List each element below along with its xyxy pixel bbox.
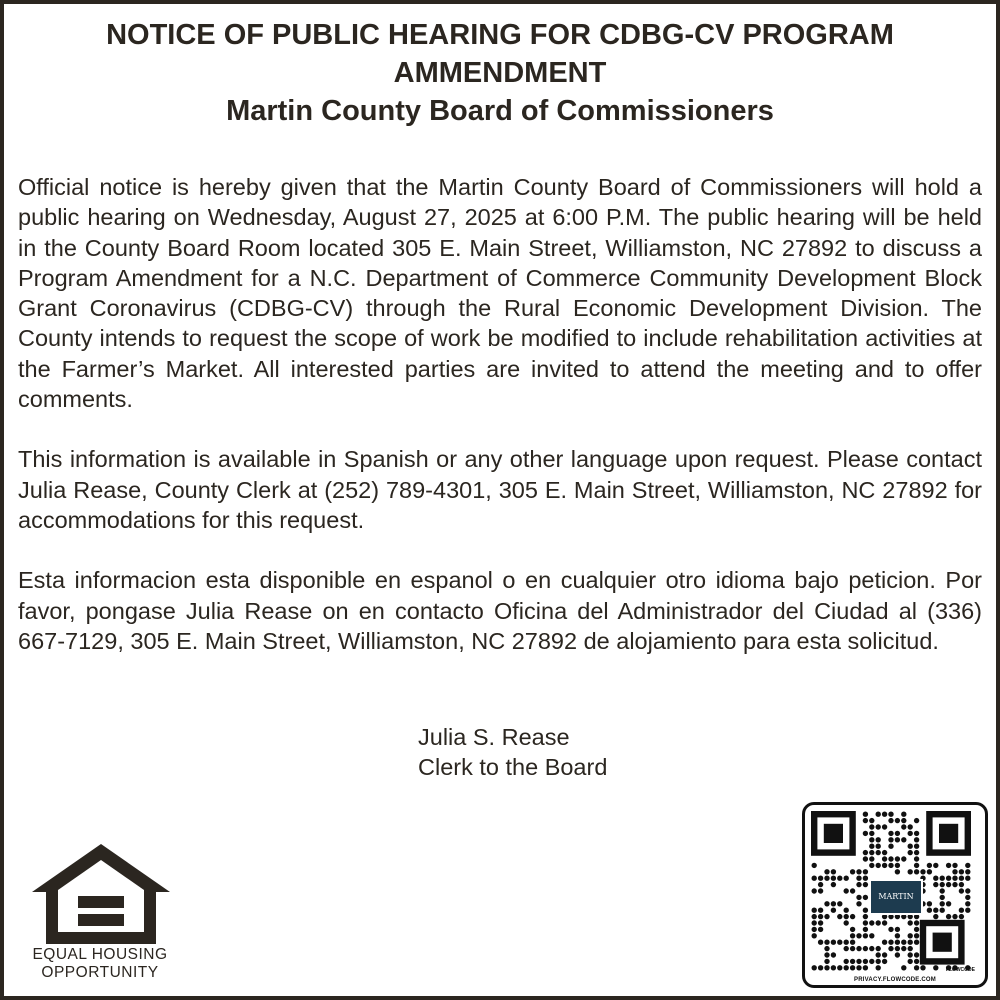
signature-name: Julia S. Rease (418, 724, 570, 750)
title-line-1: NOTICE OF PUBLIC HEARING FOR CDBG-CV PROGRAM (106, 19, 894, 51)
equal-housing-line-1: EQUAL HOUSING (32, 946, 168, 963)
equal-housing-logo (28, 842, 178, 982)
signature-block (418, 722, 607, 783)
qr-brand-tag: FLOWCODE (945, 967, 975, 973)
equal-housing-text (28, 946, 172, 982)
house-icon (30, 842, 172, 946)
paragraph-hearing: Official notice is hereby given that the Martin County Board of Commissioners will hold a public hearing on Wednesday, August 27, 2025 at 6:00 P.M. The public hearing will be held in the County Board Room located 305 E. Main Street, Williamston, NC 27892 to discuss a Program Amendment for a N.C. Department of Commerce Community Development Block Grant Coronavirus (CDBG-CV) through the Rural Economic Development Division. The County intends to request the scope of work be modified to include rehabilitation activities at the Farmer’s Market. All interested parties are invited to attend the meeting and to offer comments. (18, 174, 982, 413)
title-subtitle: Martin County Board of Commissioners (226, 95, 774, 127)
equal-housing-line-2: OPPORTUNITY (41, 964, 159, 981)
qr-code[interactable] (802, 802, 988, 988)
signature-title: Clerk to the Board (418, 754, 608, 781)
title-line-2: AMMENDMENT (393, 57, 607, 89)
qr-center-logo: MARTIN (869, 879, 923, 915)
paragraph-spanish: Esta informacion esta disponible en espanol o en cualquier otro idioma bajo peticion. Por favor, pongase Julia Rease on en contacto Oficina del Administrador del Ciudad al (336) 667-7129, 305 E. Main Street, Williamston, NC 27892 de alojamiento para esta solicitud. (18, 567, 982, 654)
qr-caption: PRIVACY.FLOWCODE.COM (854, 977, 936, 983)
paragraph-language: This information is available in Spanish or any other language upon request. Please contact Julia Rease, County Clerk at (252) 789-4301, 305 E. Main Street, Williamston, NC 27892 for accommodations for this request. (18, 446, 982, 533)
notice-title (24, 16, 976, 130)
notice-body (18, 172, 982, 686)
